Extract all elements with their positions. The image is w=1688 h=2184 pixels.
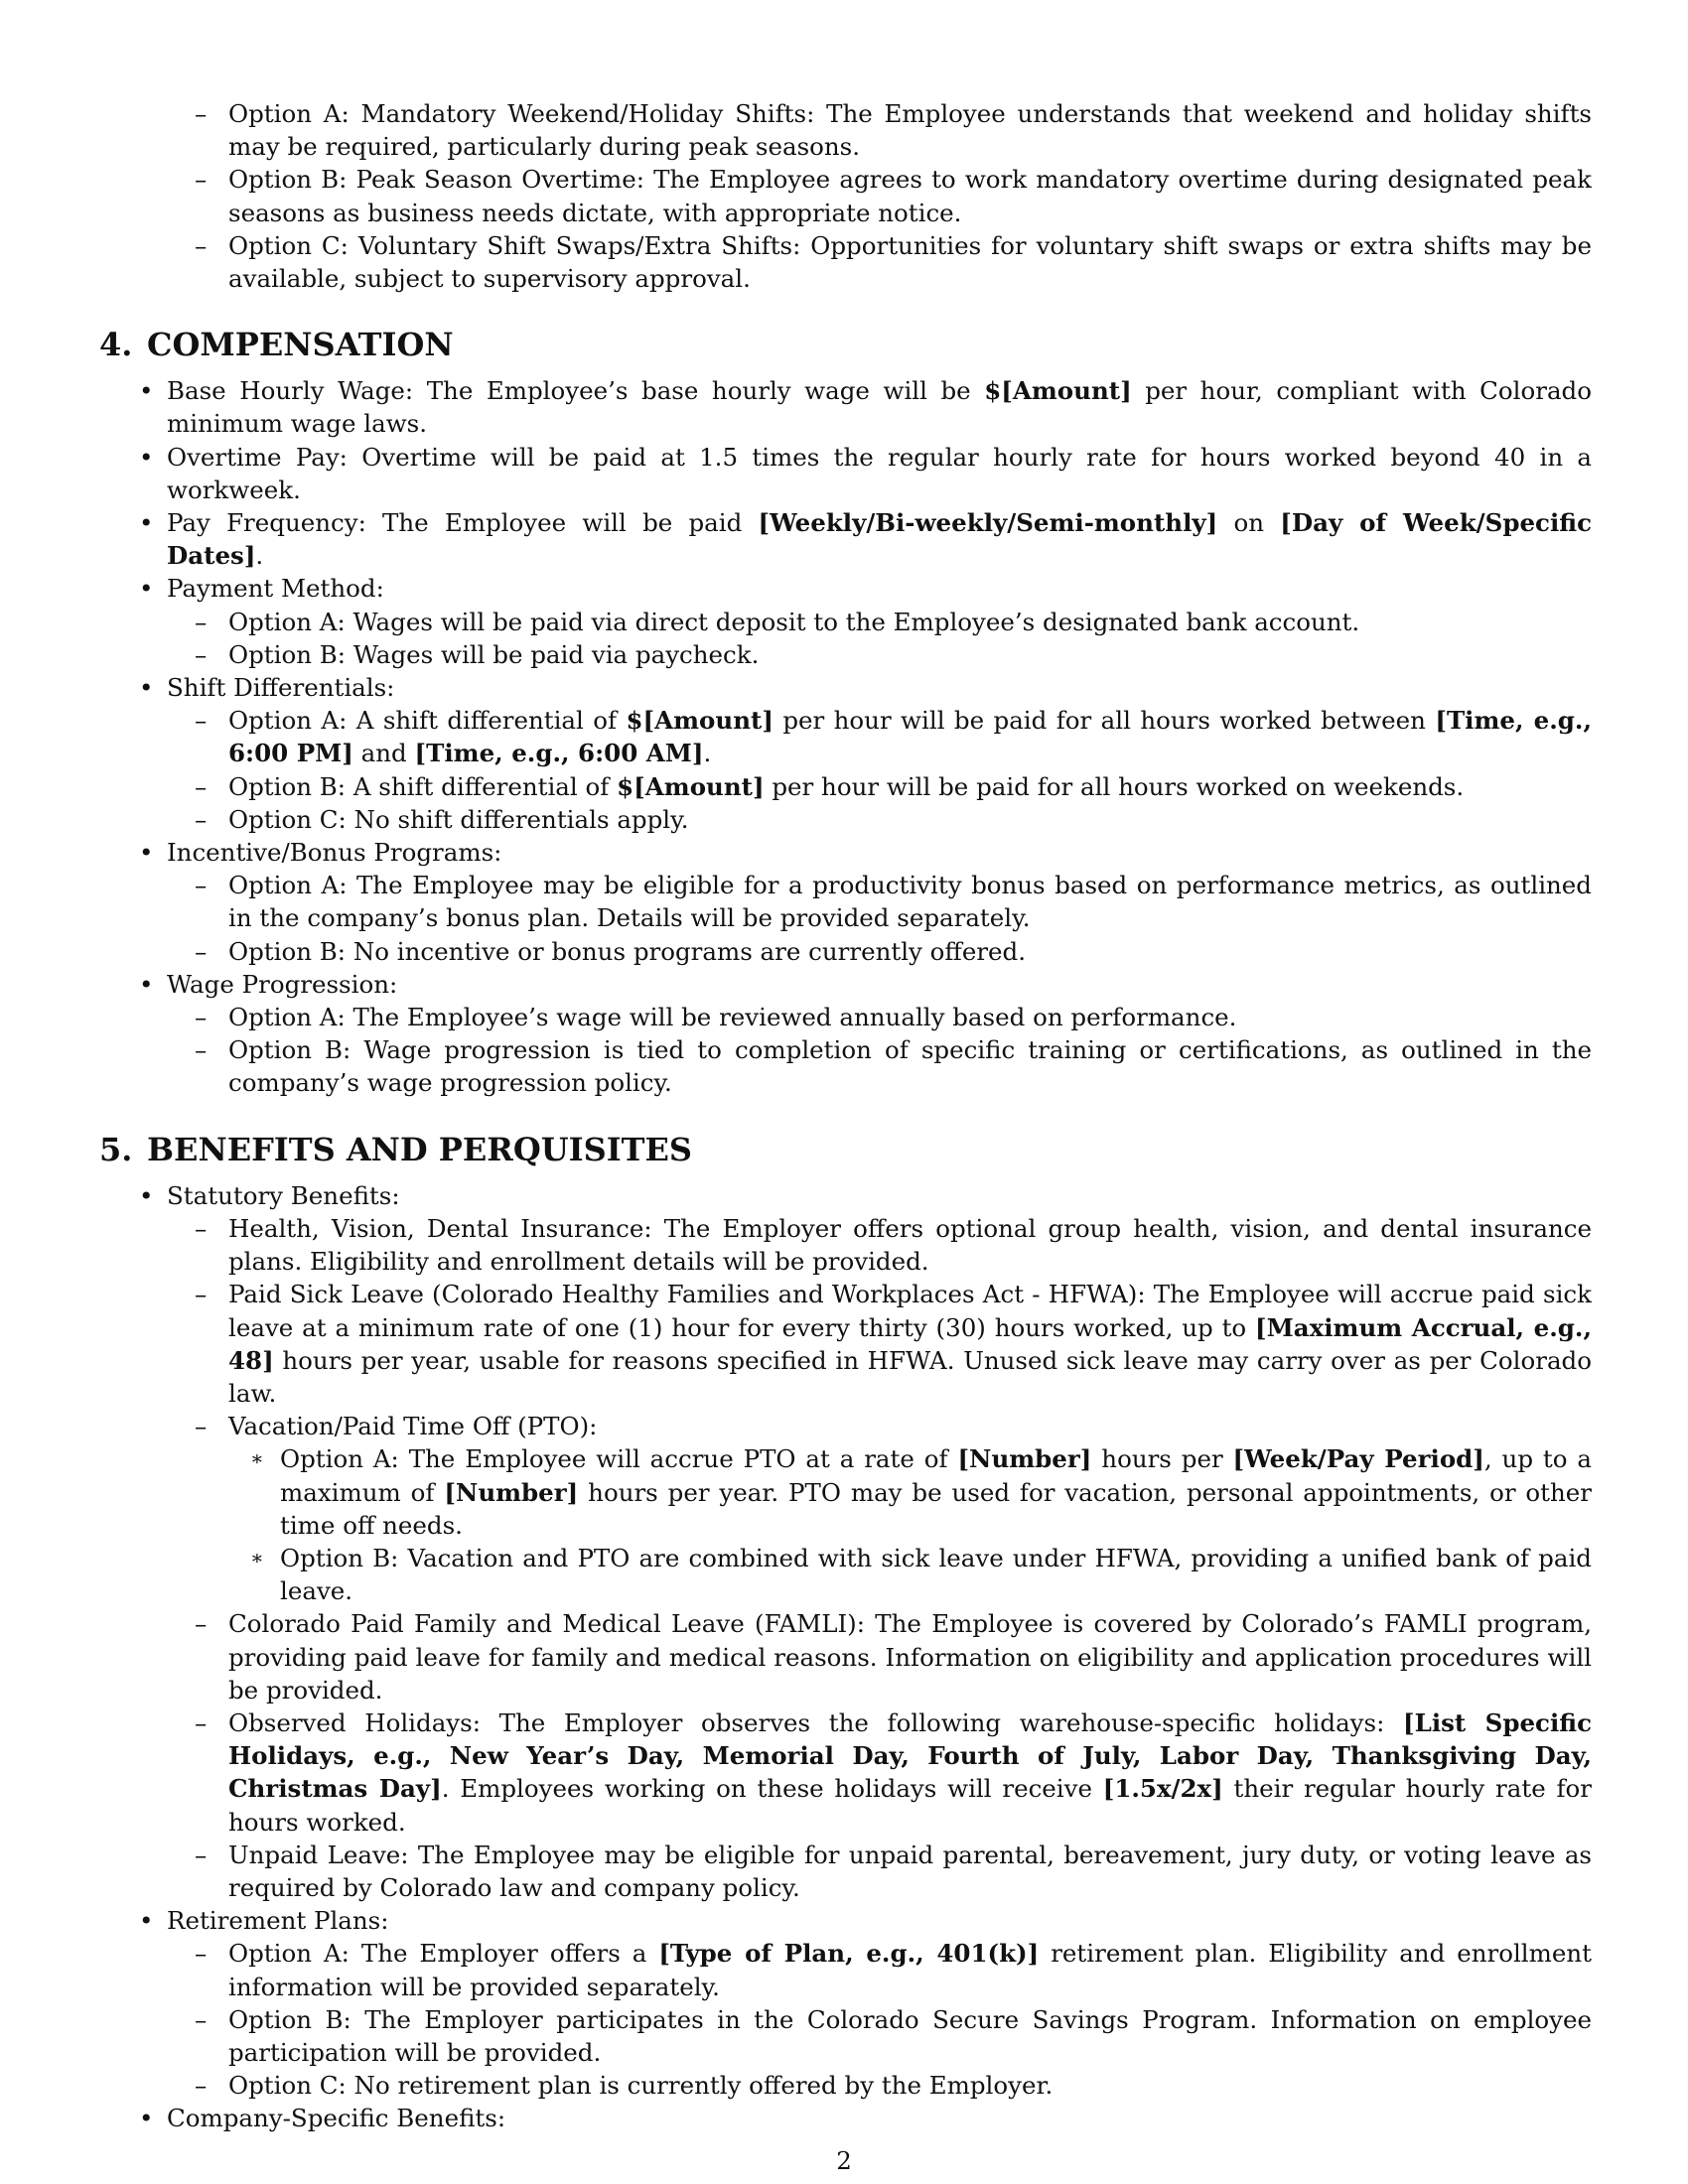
work-schedule-options	[99, 97, 1592, 295]
list-item: • Company-Specific Benefits:	[139, 2104, 506, 2133]
compensation-list	[99, 374, 1592, 1099]
list-item: – Option A: Wages will be paid via direct deposit to the Employee’s designated bank account.	[195, 607, 1360, 636]
list-item: • Payment Method:	[139, 574, 384, 604]
list-item: • Base Hourly Wage: The Employee’s base hourly wage will be $[Amount] per hour, compliant with Colorado minimum wage laws.	[139, 376, 1592, 439]
list-item: – Vacation/Paid Time Off (PTO):	[195, 1412, 598, 1441]
list-item: – Option C: No retirement plan is currently offered by the Employer.	[195, 2071, 1054, 2101]
list-item: • Wage Progression:	[139, 969, 398, 999]
list-item: • Statutory Benefits:	[139, 1180, 400, 1210]
list-item: • Overtime Pay: Overtime will be paid at 1.5 times the regular hourly rate for hours worked beyond 40 in a workweek.	[139, 442, 1592, 504]
page-number: 2	[836, 2146, 852, 2175]
list-item: • Shift Differentials:	[139, 673, 395, 703]
list-item: – Option B: Peak Season Overtime: The Employee agrees to work mandatory overtime during designated peak seasons as business needs dictate, with appropriate notice.	[195, 165, 1592, 227]
list-item: – Option B: Wages will be paid via paycheck.	[195, 639, 760, 669]
benefits-list	[99, 1179, 1592, 2135]
list-item: – Health, Vision, Dental Insurance: The Employer offers optional group health, vision, and dental insurance plans. Eligibility and enrollment details will be provided.	[195, 1213, 1592, 1277]
list-item: – Observed Holidays: The Employer observes the following warehouse-specific holidays: [List Specific Holidays, e.g., New Year’s Day, Memorial Day, Fourth of July, Labor Day, Thanksgiving Day, Christmas Day]. Employees working on these holidays will receive [1.5x/2x] their regular hourly rate for hours worked.	[195, 1707, 1592, 1837]
list-item: – Option A: Mandatory Weekend/Holiday Shifts: The Employee understands that weekend and holiday shifts may be required, particularly during peak seasons.	[195, 99, 1592, 162]
list-item: • Pay Frequency: The Employee will be paid [Weekly/Bi-weekly/Semi-monthly] on [Day of Week/Specific Dates].	[139, 508, 1592, 571]
list-item: – Unpaid Leave: The Employee may be eligible for unpaid parental, bereavement, jury duty, or voting leave as required by Colorado law and company policy.	[195, 1840, 1592, 1902]
document-page	[99, 97, 1592, 2135]
list-item: • Incentive/Bonus Programs:	[139, 838, 502, 868]
list-item: – Option A: The Employee’s wage will be reviewed annually based on performance.	[195, 1003, 1237, 1032]
list-item: – Option B: The Employer participates in the Colorado Secure Savings Program. Information on employee participation will be provided.	[195, 2004, 1592, 2067]
list-item: – Option A: The Employee may be eligible for a productivity bonus based on performance metrics, as outlined in the company’s bonus plan. Details will be provided separately.	[195, 871, 1592, 933]
list-item: – Option A: A shift differential of $[Amount] per hour will be paid for all hours worked between [Time, e.g., 6:00 PM] and [Time, e.g., 6:00 AM].	[195, 706, 1592, 768]
section-heading-benefits: 5. BENEFITS AND PERQUISITES	[99, 1130, 692, 1168]
list-item: – Paid Sick Leave (Colorado Healthy Families and Workplaces Act - HFWA): The Employee will accrue paid sick leave at a minimum rate of one (1) hour for every thirty (30) hours worked, up to [Maximum Accrual, e.g., 48] hours per year, usable for reasons specified in HFWA. Unused sick leave may carry over as per Colorado law.	[195, 1280, 1592, 1408]
list-item: ∗ Option A: The Employee will accrue PTO at a rate of [Number] hours per [Week/Pay Period], up to a maximum of [Number] hours per year. PTO may be used for vacation, personal appointments, or other time off needs.	[250, 1444, 1592, 1540]
list-item: – Option B: A shift differential of $[Amount] per hour will be paid for all hours worked on weekends.	[195, 771, 1465, 801]
list-item: – Option C: No shift differentials apply.	[195, 804, 689, 834]
list-item: • Retirement Plans:	[139, 1906, 389, 1936]
list-item: – Option A: The Employer offers a [Type of Plan, e.g., 401(k)] retirement plan. Eligibility and enrollment information will be provided separately.	[195, 1939, 1592, 2001]
list-item: – Option C: Voluntary Shift Swaps/Extra Shifts: Opportunities for voluntary shift swaps or extra shifts may be available, subject to supervisory approval.	[195, 230, 1592, 294]
list-item: ∗ Option B: Vacation and PTO are combined with sick leave under HFWA, providing a unified bank of paid leave.	[250, 1543, 1592, 1606]
section-heading-compensation: 4. COMPENSATION	[99, 326, 454, 364]
list-item: – Option B: No incentive or bonus programs are currently offered.	[195, 936, 1027, 966]
list-item: – Option B: Wage progression is tied to completion of specific training or certifications, as outlined in the company’s wage progression policy.	[195, 1035, 1592, 1098]
list-item: – Colorado Paid Family and Medical Leave (FAMLI): The Employee is covered by Colorado’s FAMLI program, providing paid leave for family and medical reasons. Information on eligibility and application procedures will be provided.	[195, 1609, 1592, 1705]
